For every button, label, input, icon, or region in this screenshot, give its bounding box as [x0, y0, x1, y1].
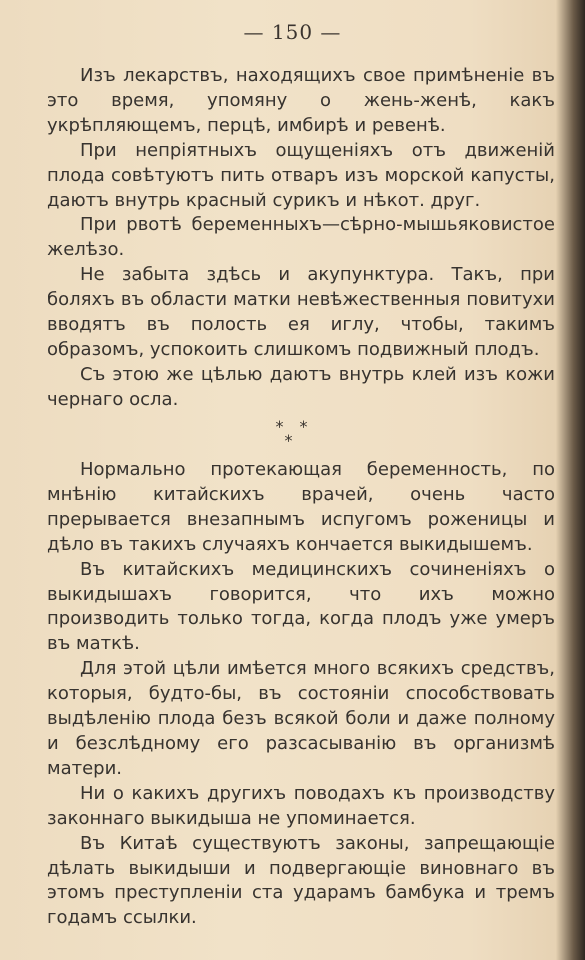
paragraph: При рвотѣ беременныхъ—сѣрно-мышьяковистое желѣзо. — [47, 214, 555, 261]
paragraph: Съ этою же цѣлью даютъ внутрь клей изъ кожи чернаго осла. — [47, 363, 555, 410]
page-number: — 150 — — [243, 20, 342, 44]
paragraph: Нормально протекающая беременность, по мнѣнію китайскихъ врачей, очень часто прерывается внезапнымъ испугомъ роженицы и дѣло въ такихъ случаяхъ кончается выкидышемъ. — [47, 459, 555, 555]
paragraph: Изъ лекарствъ, находящихъ свое примѣненіе въ это время, упомяну о жень-женѣ, какъ укрѣпляющемъ, перцѣ, имбирѣ и ревенѣ. — [47, 65, 555, 136]
separator-star-bottom: * — [284, 431, 293, 450]
separator-stars-top: ** — [275, 417, 324, 436]
text-block-bottom — [47, 458, 555, 931]
paragraph: Для этой цѣли имѣется много всякихъ средствъ, которыя, будто-бы, въ состояніи способствовать выдѣленію плода безъ всякой боли и даже полному и безслѣдному его разсасыванію въ организмѣ матери. — [47, 658, 555, 779]
text-block-top — [47, 64, 555, 413]
paragraph: Не забыта здѣсь и акупунктура. Такъ, при боляхъ въ области матки невѣжественныя повитухи вводятъ въ полость ея иглу, чтобы, такимъ образомъ, успокоить слишкомъ подвижный плодъ. — [47, 264, 555, 360]
paragraph: Въ Китаѣ существуютъ законы, запрещающіе дѣлать выкидыши и подвергающіе виновнаго въ этомъ преступленіи ста ударамъ бамбука и тремъ годамъ ссылки. — [47, 832, 555, 929]
paragraph: При непріятныхъ ощущеніяхъ отъ движеній плода совѣтуютъ пить отваръ изъ морской капусты, даютъ внутрь красный сурикъ и нѣкот. друг. — [47, 139, 555, 211]
paragraph: Въ китайскихъ медицинскихъ сочиненіяхъ о выкидышахъ говорится, что ихъ можно производить только тогда, когда плодъ уже умеръ въ маткѣ. — [47, 558, 555, 655]
section-separator — [0, 417, 585, 450]
paragraph: Ни о какихъ другихъ поводахъ къ производству законнаго выкидыша не упоминается. — [47, 782, 555, 829]
